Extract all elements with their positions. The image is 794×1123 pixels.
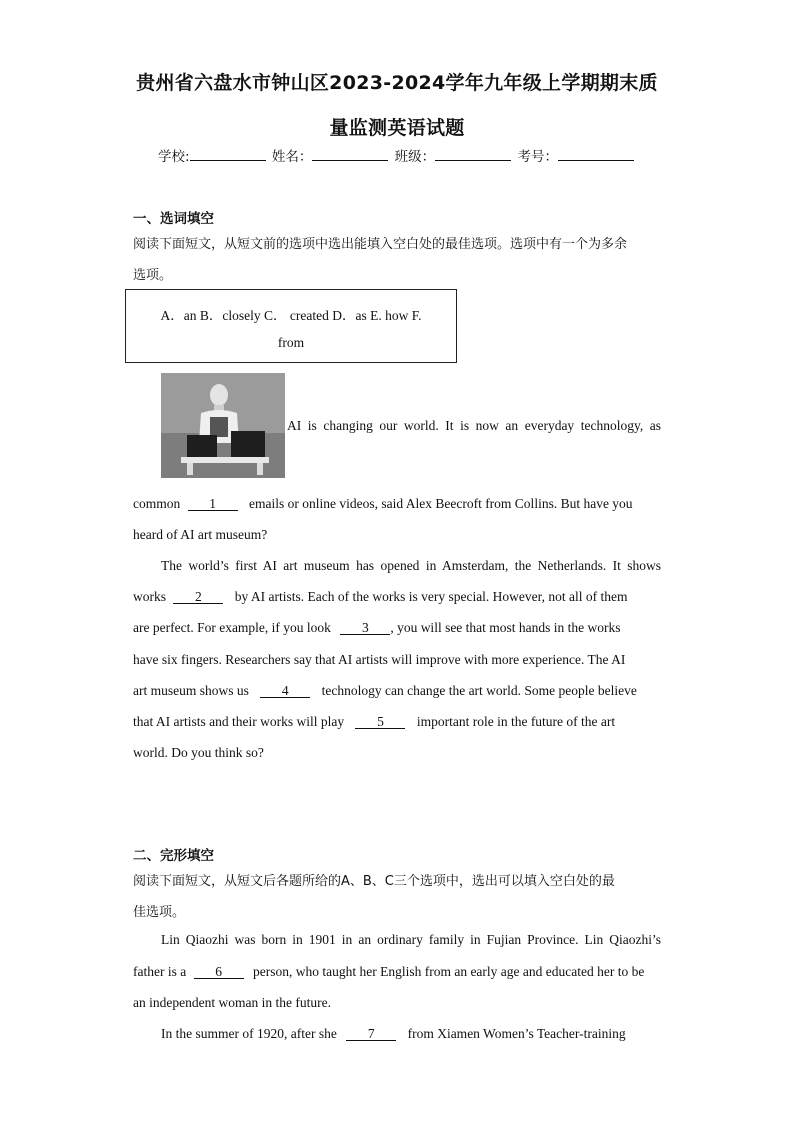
passage1-line5-text: by AI artists. Each of the works is very special. However, not all of them	[234, 589, 628, 604]
student-info-line	[0, 145, 794, 165]
exam-number-blank[interactable]	[558, 149, 634, 161]
name-blank[interactable]	[312, 149, 388, 161]
school-blank[interactable]	[190, 149, 266, 161]
blank-6[interactable]: 6	[194, 965, 244, 979]
class-label: 班级：	[394, 149, 436, 165]
section2-heading: 二、完形填空	[133, 848, 214, 864]
passage1-line2	[133, 496, 661, 512]
passage1-line7: have six fingers. Researchers say that AI artists will improve with more experience. The AI	[133, 652, 626, 667]
passage1-line1	[287, 418, 661, 434]
passage1-line6-text-a: are perfect. For example, if you look	[133, 620, 331, 635]
passage2-line2	[133, 964, 661, 980]
passage1-line4	[161, 558, 661, 574]
passage1-line4-text: The world’s first AI art museum has opened in Amsterdam, the Netherlands. It shows	[161, 558, 661, 573]
passage2-line2-text-a: father is a	[133, 964, 187, 979]
word-works: works	[133, 589, 166, 604]
passage1-line8	[133, 683, 661, 699]
robot-photo	[161, 373, 285, 478]
section2-instruction-line2: 佳选项。	[133, 905, 186, 920]
passage1-line10: world. Do you think so?	[133, 745, 264, 760]
passage1-line9	[133, 714, 661, 730]
passage2-line2-text-b: person, who taught her English from an early age and educated her to be	[252, 964, 645, 979]
class-blank[interactable]	[435, 149, 511, 161]
robot-image-icon	[161, 373, 285, 478]
passage1-line9-text-b: important role in the future of the art	[416, 714, 616, 729]
section2-instruction-line1: 阅读下面短文，从短文后各题所给的A、B、C三个选项中，选出可以填入空白处的最	[133, 874, 615, 889]
document-title-line2: 量监测英语试题	[329, 117, 465, 139]
passage1-line8-text-a: art museum shows us	[133, 683, 249, 698]
blank-5[interactable]: 5	[355, 715, 405, 729]
passage1-line6	[133, 620, 661, 636]
passage1-line3: heard of AI art museum?	[133, 527, 268, 542]
options-box	[125, 289, 457, 363]
section1-instruction-line1: 阅读下面短文，从短文前的选项中选出能填入空白处的最佳选项。选项中有一个为多余	[133, 237, 628, 252]
passage2-line4-text-b: from Xiamen Women’s Teacher-training	[407, 1026, 626, 1041]
passage1-line1-text: AI is changing our world. It is now an everyday technology, as	[287, 418, 661, 433]
passage2-line4-text-a: In the summer of 1920, after she	[161, 1026, 337, 1041]
passage2-line4	[161, 1026, 661, 1042]
name-label: 姓名：	[271, 149, 313, 165]
school-label: 学校:	[158, 149, 190, 165]
blank-4[interactable]: 4	[260, 684, 310, 698]
passage2-line1	[161, 932, 661, 948]
exam-number-label: 考号：	[517, 149, 558, 165]
section1-instruction-line2: 选项。	[133, 268, 173, 283]
passage1-line2-text: emails or online videos, said Alex Beecroft from Collins. But have you	[249, 496, 633, 511]
blank-7[interactable]: 7	[346, 1027, 396, 1041]
document-title-line1: 贵州省六盘水市钟山区2023-2024学年九年级上学期期末质	[136, 72, 658, 94]
section1-heading: 一、选词填空	[133, 211, 214, 227]
blank-1[interactable]: 1	[188, 497, 238, 511]
passage2-line3: an independent woman in the future.	[133, 995, 331, 1010]
passage2-line1-text: Lin Qiaozhi was born in 1901 in an ordinary family in Fujian Province. Lin Qiaozhi’s	[161, 932, 661, 947]
options-row1: A．an B．closely C． created D．as E. how F.	[160, 308, 422, 323]
blank-3[interactable]: 3	[340, 621, 390, 635]
passage1-line5	[133, 589, 661, 605]
word-common: common	[133, 496, 181, 511]
blank-2[interactable]: 2	[173, 590, 223, 604]
options-row2: from	[277, 335, 305, 350]
passage1-line6-text-b: , you will see that most hands in the works	[390, 620, 621, 635]
passage1-line9-text-a: that AI artists and their works will play	[133, 714, 345, 729]
passage1-line8-text-b: technology can change the art world. Some people believe	[321, 683, 637, 698]
